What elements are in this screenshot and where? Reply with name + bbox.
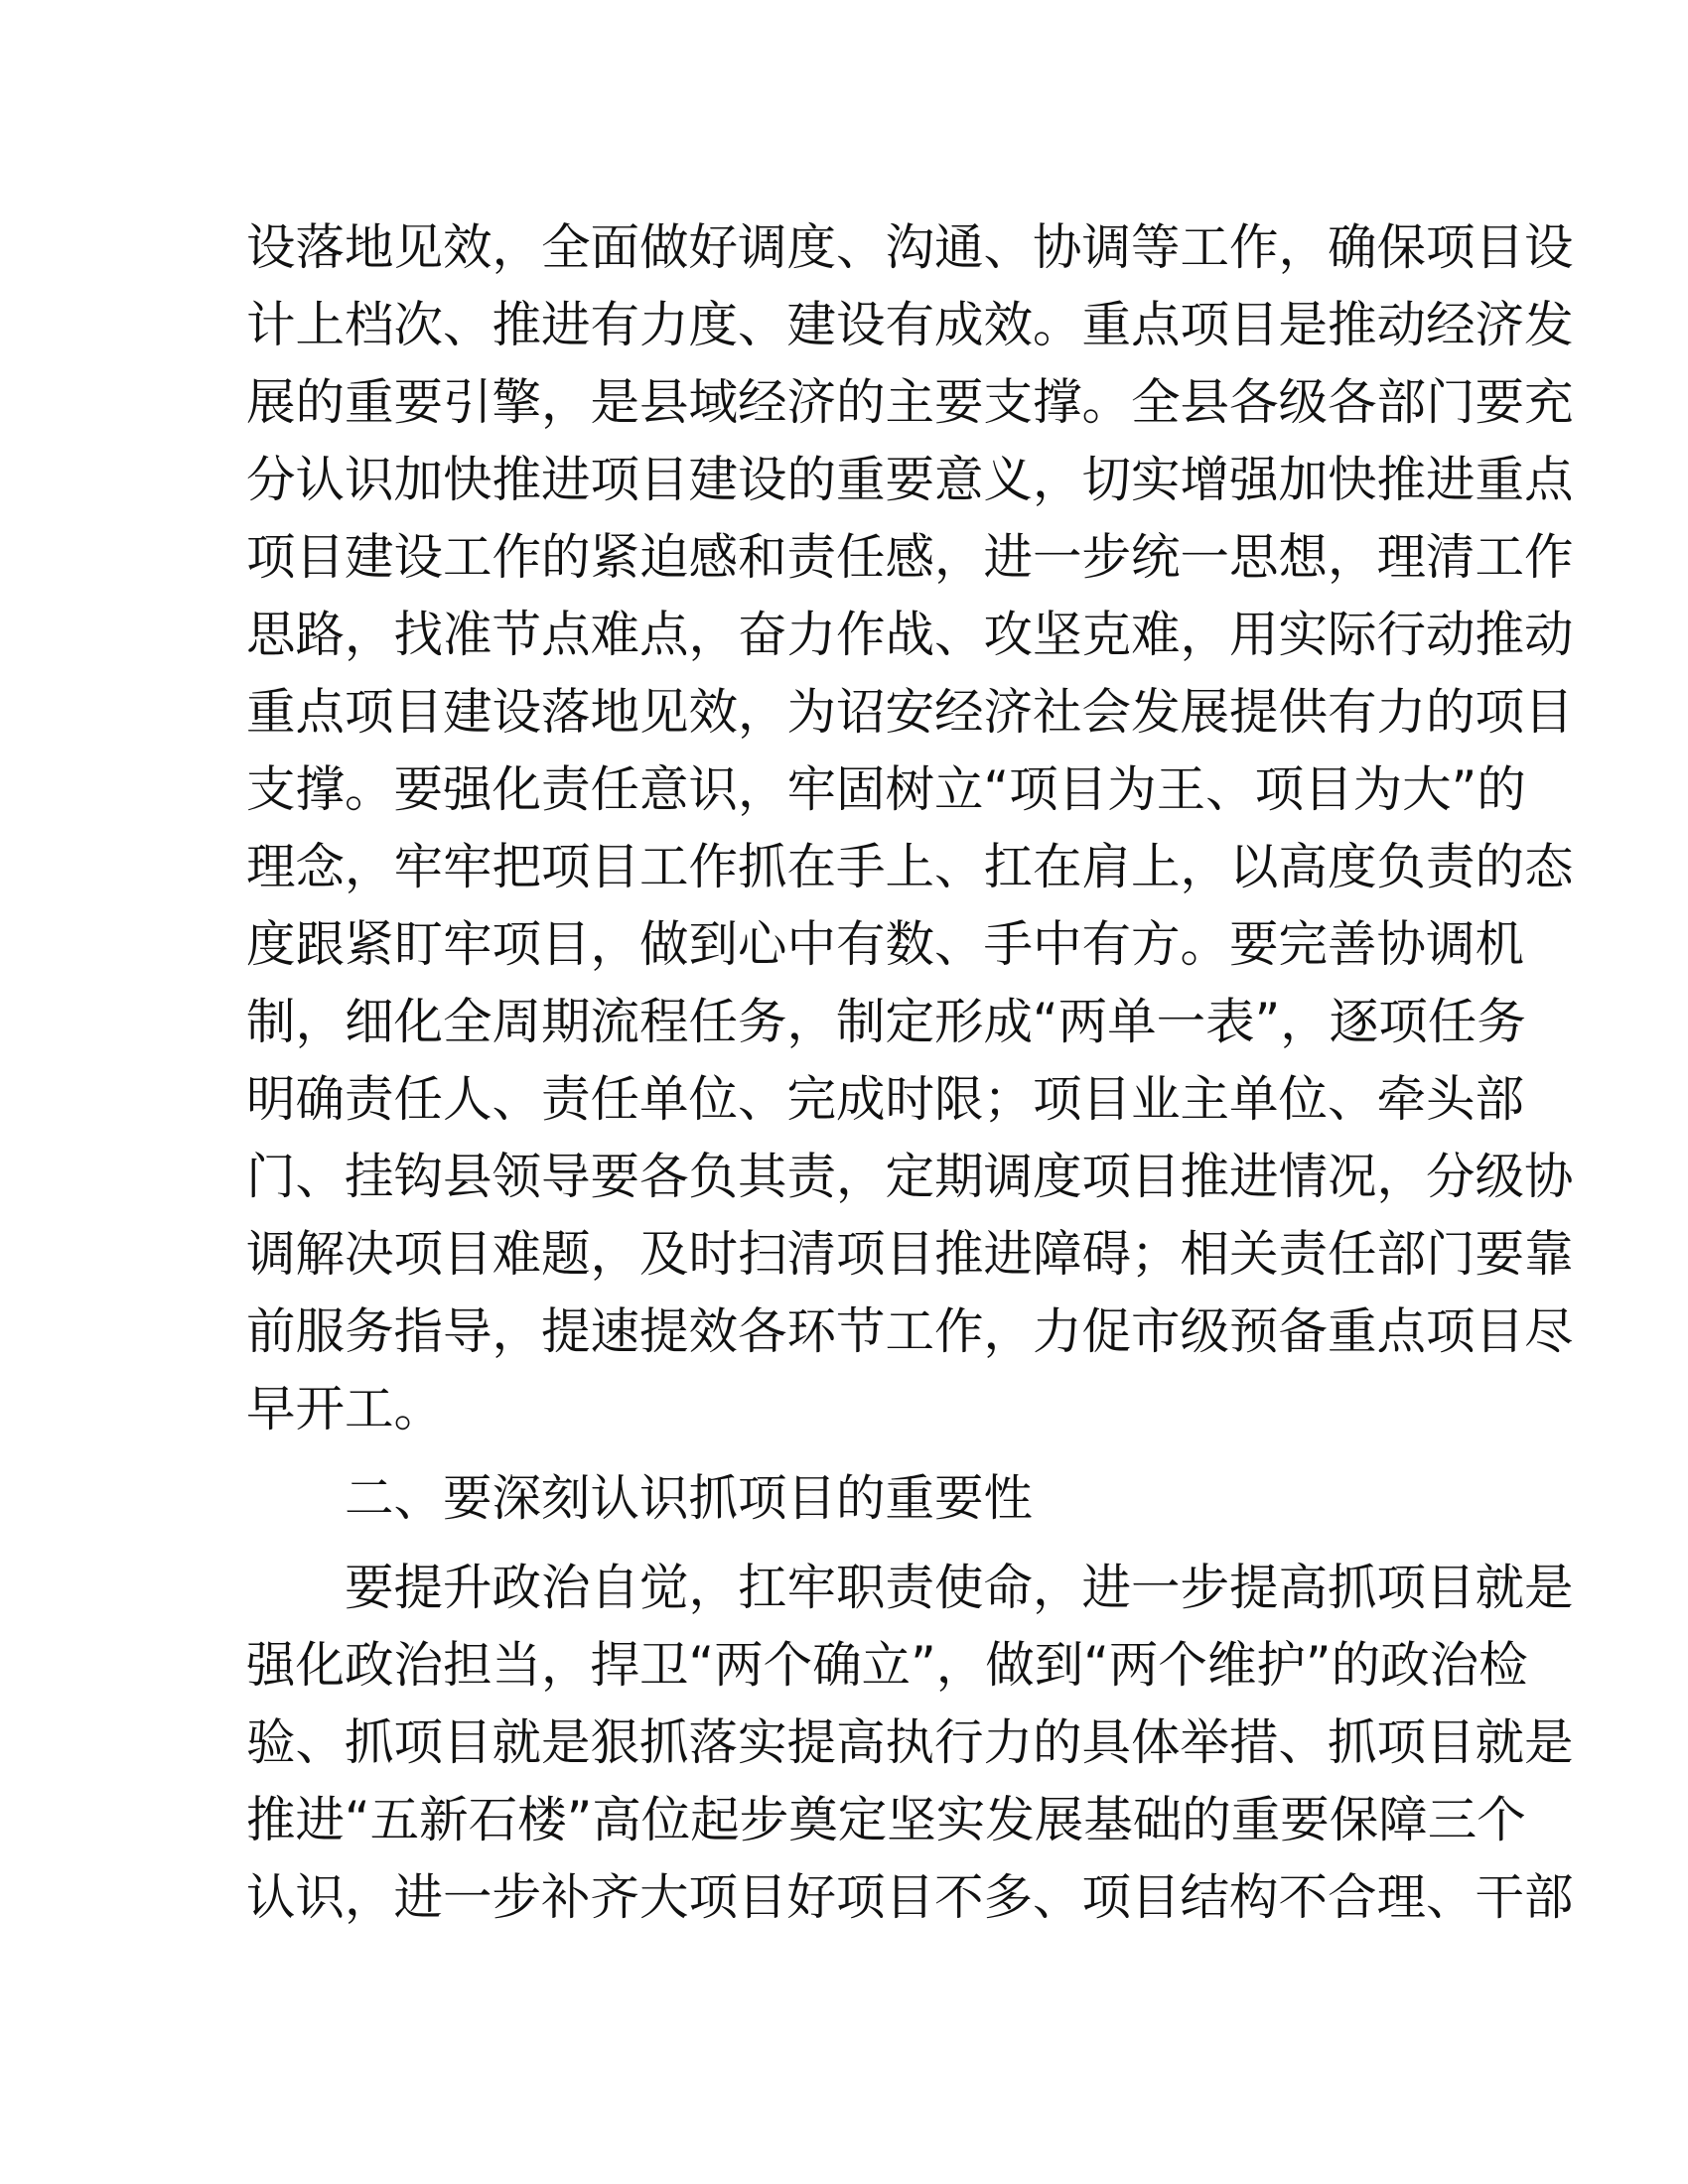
text-line: 制，细化全周期流程任务，制定形成“两单一表”，逐项任务 bbox=[246, 993, 1526, 1050]
text-line: 早开工。 bbox=[246, 1380, 443, 1437]
text-line: 思路，找准节点难点，奋力作战、攻坚克难，用实际行动推动 bbox=[246, 606, 1574, 663]
document-body bbox=[246, 208, 1574, 1936]
text-line: 项目建设工作的紧迫感和责任感，进一步统一思想，理清工作 bbox=[246, 528, 1574, 586]
section-heading: 二、要深刻认识抓项目的重要性 bbox=[345, 1469, 1033, 1527]
paragraph-2 bbox=[246, 1549, 1574, 1936]
text-line: 门、挂钩县领导要各负其责，定期调度项目推进情况，分级协 bbox=[246, 1148, 1574, 1205]
text-line: 前服务指导，提速提效各环节工作，力促市级预备重点项目尽 bbox=[246, 1302, 1574, 1360]
text-line: 分认识加快推进项目建设的重要意义，切实增强加快推进重点 bbox=[246, 451, 1574, 508]
text-line: 计上档次、推进有力度、建设有成效。重点项目是推动经济发 bbox=[246, 296, 1574, 353]
text-line: 调解决项目难题，及时扫清项目推进障碍；相关责任部门要靠 bbox=[246, 1225, 1574, 1283]
text-line: 要提升政治自觉，扛牢职责使命，进一步提高抓项目就是 bbox=[345, 1559, 1574, 1616]
text-line: 展的重要引擎，是县域经济的主要支撑。全县各级各部门要充 bbox=[246, 373, 1574, 431]
text-line: 设落地见效，全面做好调度、沟通、协调等工作，确保项目设 bbox=[246, 218, 1574, 276]
text-line: 支撑。要强化责任意识，牢固树立“项目为王、项目为大”的 bbox=[246, 760, 1526, 818]
text-line: 度跟紧盯牢项目，做到心中有数、手中有方。要完善协调机 bbox=[246, 915, 1524, 973]
text-line: 推进“五新石楼”高位起步奠定坚实发展基础的重要保障三个 bbox=[246, 1791, 1526, 1848]
paragraph-1 bbox=[246, 208, 1574, 1447]
text-line: 强化政治担当，捍卫“两个确立”，做到“两个维护”的政治检 bbox=[246, 1636, 1528, 1694]
text-line: 明确责任人、责任单位、完成时限；项目业主单位、牵头部 bbox=[246, 1070, 1524, 1128]
text-line: 重点项目建设落地见效，为诏安经济社会发展提供有力的项目 bbox=[246, 683, 1574, 741]
text-line: 理念，牢牢把项目工作抓在手上、扛在肩上，以高度负责的态 bbox=[246, 838, 1574, 895]
text-line: 认识，进一步补齐大项目好项目不多、项目结构不合理、干部 bbox=[246, 1868, 1574, 1926]
text-line: 验、抓项目就是狠抓落实提高执行力的具体举措、抓项目就是 bbox=[246, 1713, 1574, 1771]
